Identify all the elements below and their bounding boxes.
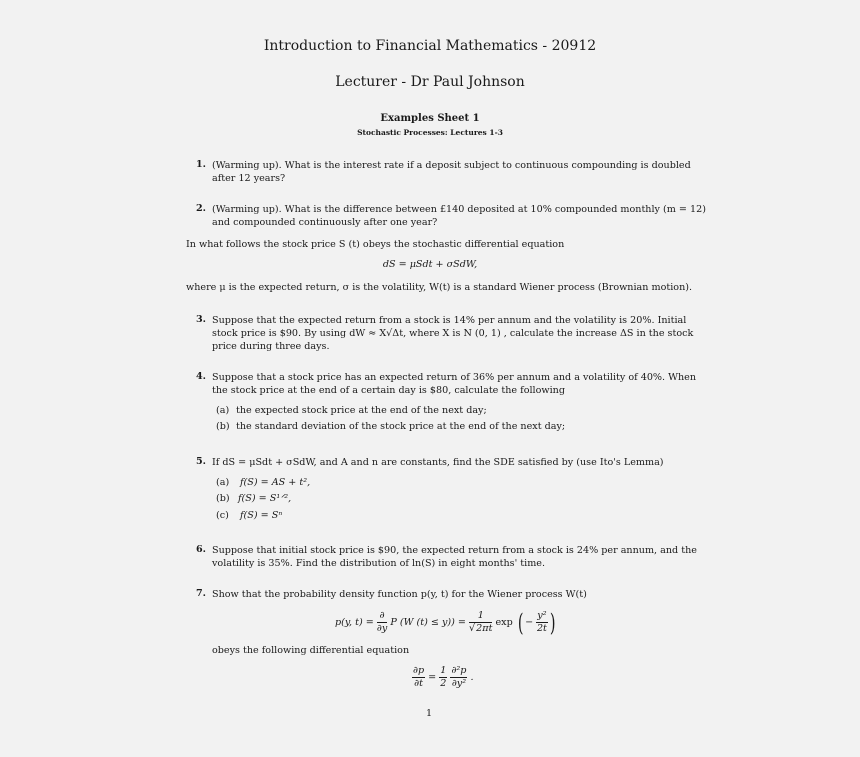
heat-period: . [470, 672, 474, 683]
question-3-line-3: price during three days. [212, 341, 330, 352]
half-denominator: 2 [440, 678, 447, 689]
question-4b-label: (b) [216, 421, 230, 432]
partial-numerator: ∂ [377, 610, 387, 623]
heat-equation [412, 664, 474, 692]
question-2-line-1: (Warming up). What is the difference between £140 deposited at 10% compounded monthly (m = 12) [212, 204, 706, 215]
partial-denominator: ∂y [376, 623, 388, 634]
exp-minus: − [525, 617, 534, 628]
question-5-number: 5. [196, 456, 207, 467]
normalizer-numerator: 1 [469, 610, 492, 623]
d2p-numerator: ∂²p [451, 665, 467, 676]
question-7-line-2: obeys the following differential equation [212, 645, 410, 656]
question-3-number: 3. [196, 314, 207, 325]
exponent-numerator: y² [537, 610, 547, 621]
question-1-number: 1. [196, 159, 207, 170]
question-4a-text: the expected stock price at the end of the next day; [236, 405, 487, 416]
sheet-title: Examples Sheet 1 [380, 113, 480, 124]
half-numerator: 1 [440, 665, 447, 676]
course-title: Introduction to Financial Mathematics - 20912 [263, 38, 597, 54]
exp-function: exp [495, 617, 513, 628]
second-derivative-fraction [450, 665, 467, 690]
question-6-line-2: volatility is 35%. Find the distribution of ln(S) in eight months' time. [212, 558, 546, 569]
question-3-line-2: stock price is $90. By using dW ≈ X√Δt, where X is N (0, 1) , calculate the increase ΔS in the stock [212, 328, 694, 339]
left-paren: ( [517, 608, 524, 637]
question-4-line-2: the stock price at the end of a certain day is $80, calculate the following [212, 385, 566, 396]
question-4b-text: the standard deviation of the stock price at the end of the next day; [236, 421, 566, 432]
dp-numerator: ∂p [413, 665, 425, 676]
question-1-line-2: after 12 years? [212, 173, 286, 184]
pdf-middle: P (W (t) ≤ y)) = [390, 617, 466, 628]
question-7-line-1: Show that the probability density function p(y, t) for the Wiener process W(t) [212, 589, 587, 600]
page-number: 1 [426, 708, 433, 719]
intro-text: In what follows the stock price S (t) obeys the stochastic differential equation [186, 239, 565, 250]
normalizer-fraction [469, 610, 492, 635]
exponent-fraction [536, 610, 547, 635]
question-5b-label: (b) [216, 493, 230, 504]
question-1-line-1: (Warming up). What is the interest rate if a deposit subject to continuous compounding is doubled [212, 160, 691, 171]
heat-equals: = [428, 672, 437, 683]
partial-fraction [377, 610, 387, 635]
question-5c-label: (c) [216, 510, 229, 521]
question-6-line-1: Suppose that initial stock price is $90, the expected return from a stock is 24% per annum, and the [212, 545, 697, 556]
lecturer-line: Lecturer - Dr Paul Johnson [335, 74, 525, 90]
question-5c-text: f(S) = Sⁿ [240, 510, 283, 521]
question-2-number: 2. [196, 203, 207, 214]
question-6-number: 6. [196, 544, 207, 555]
dp-dt-fraction [412, 665, 425, 690]
question-2-line-2: and compounded continuously after one year? [212, 217, 438, 228]
sqrt-radicand: 2πt [476, 623, 493, 634]
question-4a-label: (a) [216, 405, 230, 416]
right-paren: ) [549, 608, 556, 637]
exponent-denominator: 2t [536, 623, 547, 634]
question-5a-text: f(S) = AS + t², [240, 477, 311, 488]
question-5b-text: f(S) = S¹ᐟ², [238, 493, 292, 504]
question-5-line-1: If dS = μSdt + σSdW, and A and n are constants, find the SDE satisfied by (use Ito's Lemma) [212, 457, 664, 468]
dt-denominator: ∂t [414, 678, 423, 689]
dy2-denominator: ∂y² [451, 678, 467, 689]
pdf-lhs: p(y, t) = [335, 617, 374, 628]
sde-equation: dS = μSdt + σSdW, [382, 259, 478, 270]
pdf-equation [335, 608, 557, 638]
question-5a-label: (a) [216, 477, 230, 488]
half-fraction [439, 665, 447, 690]
question-4-line-1: Suppose that a stock price has an expected return of 36% per annum and a volatility of 40%. When [212, 372, 697, 383]
where-text: where μ is the expected return, σ is the volatility, W(t) is a standard Wiener process (Brownian motion). [186, 282, 693, 293]
question-4-number: 4. [196, 371, 207, 382]
normalizer-denominator: √2πt [469, 623, 493, 634]
question-7-number: 7. [196, 588, 207, 599]
question-3-line-1: Suppose that the expected return from a stock is 14% per annum and the volatility is 20%. Initial [212, 315, 687, 326]
sheet-subtitle: Stochastic Processes: Lectures 1-3 [357, 128, 503, 137]
